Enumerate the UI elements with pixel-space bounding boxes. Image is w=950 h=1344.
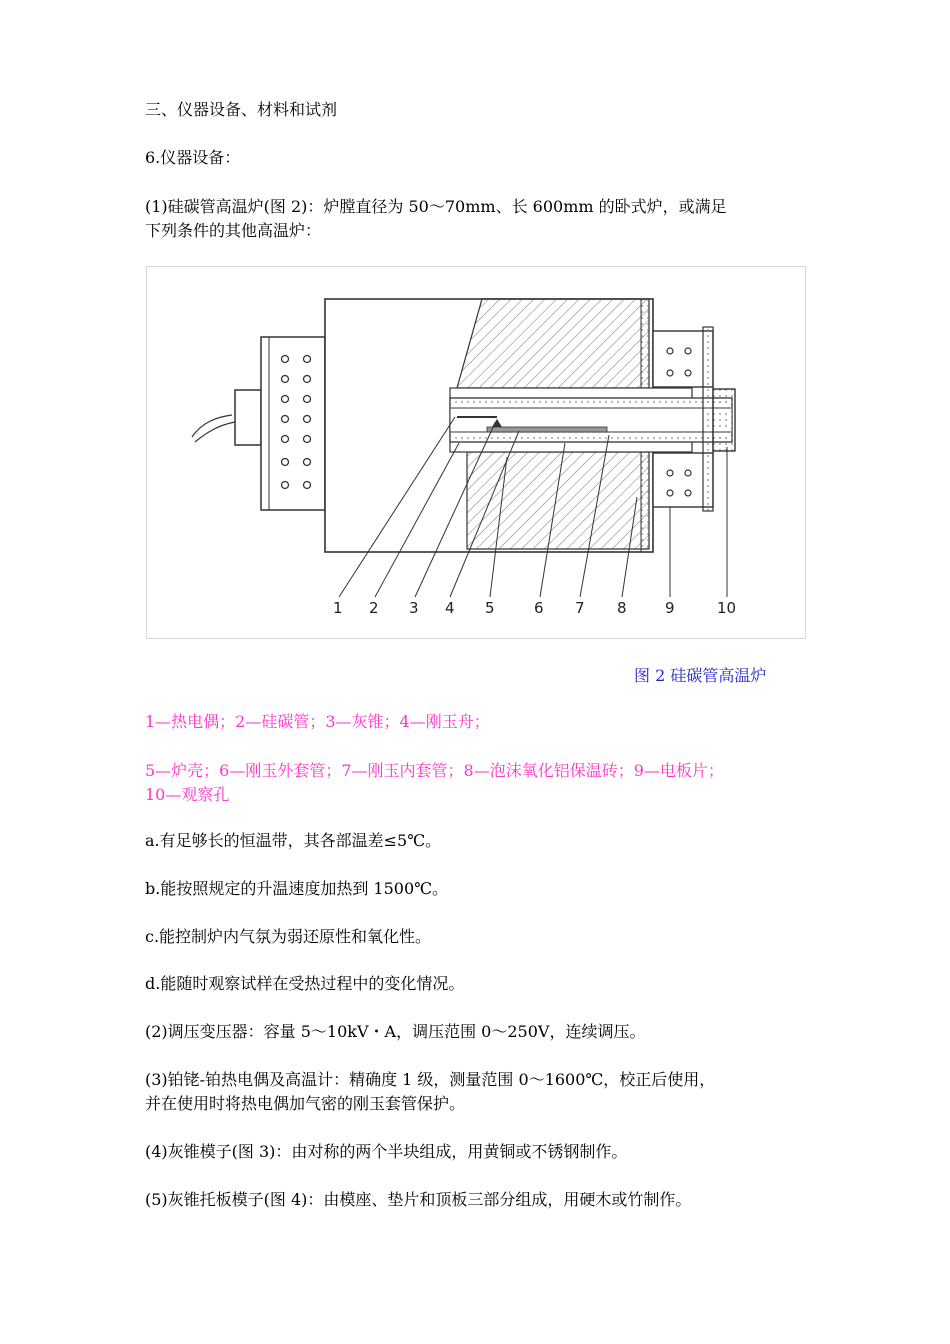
condition-d: d.能随时观察试样在受热过程中的变化情况。 [145, 974, 465, 993]
item1-line1: (1)硅碳管高温炉(图 2)：炉膛直径为 50～70mm、长 600mm 的卧式炉，或满足 [145, 197, 727, 216]
section-heading: 三、仪器设备、材料和试剂 [145, 100, 338, 119]
callout-2: 2 [369, 599, 379, 617]
callout-3: 3 [409, 599, 419, 617]
condition-a: a.有足够长的恒温带，其各部温差≤5℃。 [145, 831, 442, 850]
end-cap [261, 337, 325, 510]
connector-box [235, 390, 261, 445]
furnace-diagram [147, 267, 807, 640]
figure-caption: 图 2 硅碳管高温炉 [634, 666, 767, 685]
item5: (5)灰锥托板模子(图 4)：由模座、垫片和顶板三部分组成，用硬木或竹制作。 [145, 1190, 692, 1209]
item4: (4)灰锥模子(图 3)：由对称的两个半块组成，用黄铜或不锈钢制作。 [145, 1142, 628, 1161]
legend-line3: 10—观察孔 [145, 785, 230, 804]
insulation-brick-lower [467, 452, 649, 549]
callout-10: 10 [717, 599, 737, 617]
callout-5: 5 [485, 599, 495, 617]
callout-7: 7 [575, 599, 585, 617]
legend-line1: 1—热电偶；2—硅碳管；3—灰锥；4—刚玉舟； [145, 712, 490, 731]
item3-line1: (3)铂铑-铂热电偶及高温计：精确度 1 级，测量范围 0～1600℃，校正后使用， [145, 1070, 716, 1089]
subsection-title: 6.仪器设备： [145, 148, 241, 167]
item3-line2: 并在使用时将热电偶加气密的刚玉套管保护。 [145, 1094, 466, 1113]
callout-9: 9 [665, 599, 675, 617]
callout-1: 1 [333, 599, 343, 617]
alumina-boat [487, 427, 607, 432]
callout-8: 8 [617, 599, 627, 617]
legend-line2: 5—炉壳；6—刚玉外套管；7—刚玉内套管；8—泡沫氧化铝保温砖；9—电板片； [145, 761, 724, 780]
condition-b: b.能按照规定的升温速度加热到 1500℃。 [145, 879, 449, 898]
wire-lead [192, 415, 232, 437]
item2: (2)调压变压器：容量 5～10kV・A，调压范围 0～250V，连续调压。 [145, 1022, 646, 1041]
observation-hole [713, 389, 735, 451]
callout-4: 4 [445, 599, 455, 617]
condition-c: c.能控制炉内气氛为弱还原性和氧化性。 [145, 927, 432, 946]
insulation-brick-upper [457, 299, 649, 388]
callout-6: 6 [534, 599, 544, 617]
item1-line2: 下列条件的其他高温炉： [145, 221, 322, 240]
furnace-figure [146, 266, 806, 639]
